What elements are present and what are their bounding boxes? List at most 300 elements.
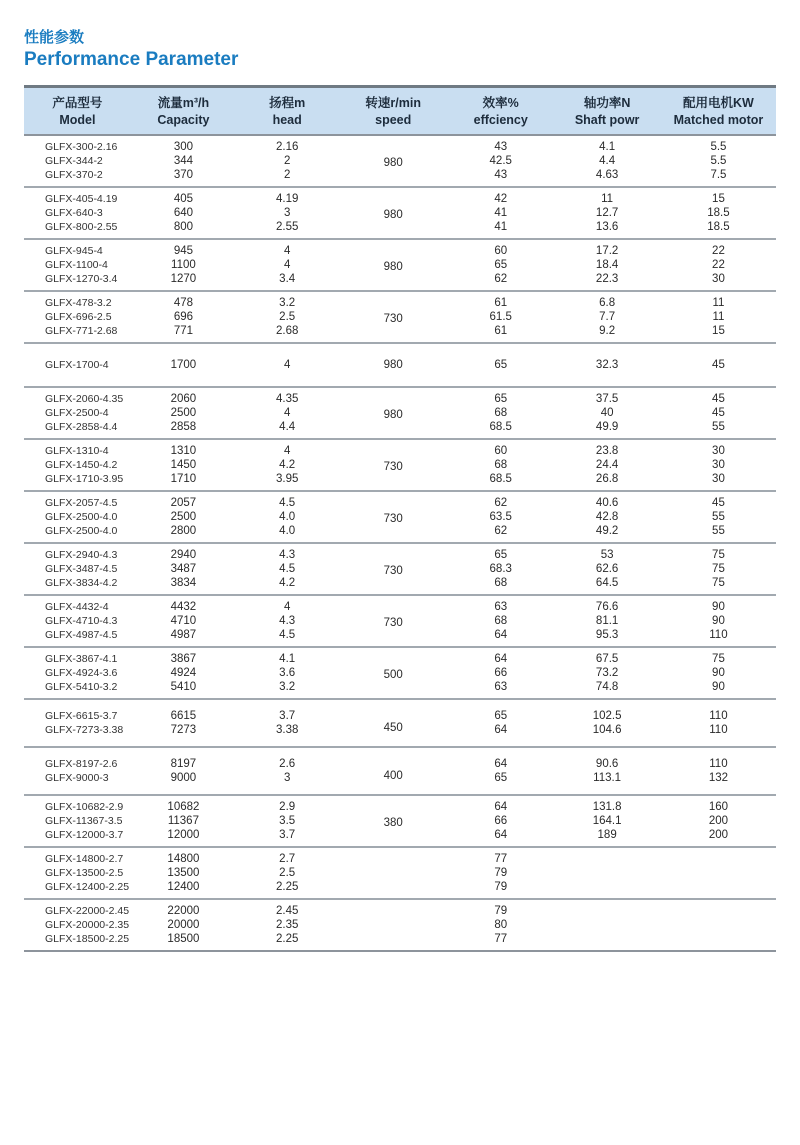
cell-head: 3.7 (279, 829, 296, 842)
cell-model: GLFX-11367-3.5 (45, 815, 123, 828)
cell-model: GLFX-1710-3.95 (45, 473, 124, 486)
cell-head: 3.7 (236, 699, 338, 723)
cell-efficiency: 63 (494, 681, 508, 694)
cell-head: 4 (236, 239, 338, 258)
cell-matched-motor (661, 880, 776, 899)
cell-efficiency: 63.5 (489, 511, 512, 524)
cell-efficiency: 68.3 (489, 563, 512, 576)
cell-matched-motor: 200 (708, 829, 729, 842)
cell-efficiency: 64 (448, 795, 553, 814)
cell-matched-motor: 110 (709, 629, 728, 642)
cell-speed (338, 847, 448, 899)
cell-capacity: 3834 (170, 577, 197, 590)
cell-model: GLFX-2500-4.0 (45, 511, 118, 524)
cell-shaft-power: 76.6 (553, 595, 661, 614)
cell-speed: 500 (338, 647, 448, 699)
cell-shaft-power: 104.6 (592, 724, 622, 737)
cell-capacity: 370 (173, 169, 193, 182)
cell-efficiency: 61 (494, 325, 508, 338)
cell-model: GLFX-4710-4.3 (45, 615, 118, 628)
cell-efficiency: 60 (448, 439, 553, 458)
cell-head: 3.2 (279, 681, 296, 694)
cell-matched-motor: 15 (661, 187, 776, 206)
cell-capacity: 18500 (167, 933, 200, 946)
cell-shaft-power: 131.8 (553, 795, 661, 814)
cell-head: 4.2 (279, 577, 296, 590)
cell-capacity: 12000 (167, 829, 200, 842)
cell-speed: 380 (338, 795, 448, 847)
table-row (24, 647, 776, 666)
cell-matched-motor: 75 (661, 543, 776, 562)
column-header-matched-motor (661, 87, 776, 136)
cell-model: GLFX-4924-3.6 (45, 667, 118, 680)
table-row (24, 795, 776, 814)
column-header-head (236, 87, 338, 136)
cell-matched-motor: 5.5 (710, 155, 727, 168)
column-header-model (24, 87, 131, 136)
cell-shaft-power: 40 (600, 407, 614, 420)
cell-efficiency: 77 (448, 847, 553, 866)
cell-model: GLFX-3487-4.5 (45, 563, 118, 576)
cell-shaft-power: 17.2 (553, 239, 661, 258)
cell-matched-motor: 30 (712, 273, 725, 286)
cell-matched-motor: 5.5 (710, 141, 727, 154)
cell-matched-motor: 11 (712, 311, 725, 324)
cell-efficiency: 64 (448, 747, 553, 771)
table-row (24, 899, 776, 918)
cell-head: 2.45 (236, 899, 338, 918)
cell-model: GLFX-2500-4 (45, 407, 109, 420)
cell-matched-motor: 110 (709, 724, 728, 737)
cell-head: 2.9 (236, 795, 338, 814)
table-row (24, 291, 776, 310)
cell-capacity: 9000 (170, 772, 197, 785)
cell-speed: 980 (338, 187, 448, 239)
cell-model: GLFX-4432-4 (24, 595, 131, 614)
cell-shaft-power: 4.1 (599, 141, 616, 154)
cell-model: GLFX-300-2.16 (45, 141, 118, 154)
cell-efficiency: 41 (494, 221, 508, 234)
cell-efficiency: 65 (494, 772, 508, 785)
cell-shaft-power: 73.2 (595, 667, 619, 680)
cell-matched-motor: 15 (712, 325, 725, 338)
cell-matched-motor: 45 (661, 491, 776, 510)
cell-capacity: 4432 (131, 595, 236, 614)
cell-capacity: 4710 (170, 615, 197, 628)
cell-efficiency: 79 (494, 881, 508, 894)
cell-head: 2 (283, 155, 291, 168)
cell-speed: 980 (338, 387, 448, 439)
cell-capacity: 478 (131, 291, 236, 310)
cell-head: 3.95 (275, 473, 299, 486)
cell-matched-motor (661, 918, 776, 932)
table-row (24, 187, 776, 206)
cell-efficiency: 42.5 (489, 155, 512, 168)
cell-model: GLFX-4987-4.5 (45, 629, 118, 642)
cell-shaft-power: 13.6 (595, 221, 619, 234)
cell-matched-motor: 160 (661, 795, 776, 814)
cell-model: GLFX-771-2.68 (45, 325, 118, 338)
column-header-speed-zh: 转速r/min (365, 96, 421, 110)
cell-matched-motor: 75 (661, 647, 776, 666)
cell-shaft-power: 49.2 (595, 525, 619, 538)
cell-shaft-power: 11 (553, 187, 661, 206)
cell-shaft-power: 4.63 (595, 169, 619, 182)
cell-speed: 730 (338, 439, 448, 491)
column-header-model-en: Model (59, 112, 96, 127)
page-title-english: Performance Parameter (24, 49, 239, 71)
cell-head: 4.19 (236, 187, 338, 206)
column-header-model-zh: 产品型号 (52, 96, 103, 110)
cell-efficiency: 65 (448, 699, 553, 723)
cell-shaft-power: 6.8 (553, 291, 661, 310)
table-row (24, 439, 776, 458)
cell-capacity: 696 (173, 311, 193, 324)
cell-capacity: 771 (173, 325, 193, 338)
cell-model: GLFX-370-2 (45, 169, 103, 182)
cell-capacity: 8197 (131, 747, 236, 771)
cell-matched-motor (661, 899, 776, 918)
cell-efficiency: 79 (448, 899, 553, 918)
cell-model: GLFX-10682-2.9 (24, 795, 131, 814)
cell-speed: 730 (338, 543, 448, 595)
cell-shaft-power: 40.6 (553, 491, 661, 510)
cell-head: 3 (283, 772, 291, 785)
cell-efficiency: 43 (494, 169, 508, 182)
cell-capacity: 945 (131, 239, 236, 258)
cell-head: 4 (283, 407, 291, 420)
cell-head: 4.5 (279, 563, 296, 576)
cell-shaft-power: 4.4 (599, 155, 616, 168)
cell-model: GLFX-1100-4 (45, 259, 108, 272)
column-header-shaft-power-zh: 轴功率N (583, 96, 631, 110)
cell-capacity: 3867 (131, 647, 236, 666)
cell-model: GLFX-1450-4.2 (45, 459, 118, 472)
column-header-efficiency (448, 87, 553, 136)
cell-matched-motor: 30 (712, 473, 725, 486)
cell-matched-motor: 30 (712, 459, 725, 472)
cell-head: 2.7 (236, 847, 338, 866)
column-header-speed (338, 87, 448, 136)
cell-efficiency: 43 (494, 141, 508, 154)
cell-head: 2.35 (275, 919, 299, 932)
cell-matched-motor: 11 (661, 291, 776, 310)
cell-efficiency: 68.5 (489, 473, 512, 486)
performance-parameter-table (24, 85, 776, 952)
table-row (24, 387, 776, 406)
cell-matched-motor: 110 (661, 699, 776, 723)
cell-model: GLFX-2940-4.3 (24, 543, 131, 562)
cell-capacity: 4987 (170, 629, 197, 642)
cell-efficiency: 66 (494, 667, 508, 680)
cell-efficiency: 41 (494, 207, 508, 220)
cell-model: GLFX-1700-4 (24, 343, 131, 387)
column-header-matched-motor-en: Matched motor (673, 112, 764, 127)
cell-shaft-power: 189 (597, 829, 617, 842)
cell-matched-motor: 18.5 (707, 207, 730, 220)
cell-head: 3.5 (279, 815, 296, 828)
cell-efficiency: 62 (448, 491, 553, 510)
cell-efficiency: 64 (494, 629, 508, 642)
column-header-head-en: head (272, 112, 302, 127)
cell-model: GLFX-6615-3.7 (24, 699, 131, 723)
cell-capacity: 2500 (170, 511, 197, 524)
cell-head: 4.2 (279, 459, 296, 472)
column-header-speed-en: speed (375, 112, 412, 127)
cell-shaft-power: 7.7 (599, 311, 616, 324)
cell-matched-motor: 90 (661, 595, 776, 614)
cell-matched-motor: 7.5 (710, 169, 727, 182)
cell-head: 3.2 (236, 291, 338, 310)
cell-matched-motor: 30 (661, 439, 776, 458)
cell-capacity: 5410 (170, 681, 197, 694)
cell-matched-motor: 110 (661, 747, 776, 771)
cell-capacity: 1100 (171, 259, 196, 272)
cell-capacity: 12400 (167, 881, 200, 894)
cell-model: GLFX-3834-4.2 (45, 577, 118, 590)
cell-model: GLFX-800-2.55 (45, 221, 118, 234)
cell-efficiency: 66 (494, 815, 508, 828)
cell-shaft-power: 49.9 (595, 421, 619, 434)
column-header-shaft-power-en: Shaft powr (574, 112, 640, 127)
cell-matched-motor: 90 (712, 667, 725, 680)
cell-shaft-power: 113.1 (593, 772, 622, 785)
cell-shaft-power: 12.7 (595, 207, 619, 220)
cell-capacity: 800 (173, 221, 193, 234)
cell-model: GLFX-13500-2.5 (45, 867, 124, 880)
cell-capacity: 22000 (131, 899, 236, 918)
cell-efficiency: 61 (448, 291, 553, 310)
header-row (24, 87, 776, 136)
table-row (24, 699, 776, 723)
cell-capacity: 10682 (131, 795, 236, 814)
cell-head: 2.68 (275, 325, 299, 338)
cell-model: GLFX-20000-2.35 (45, 919, 130, 932)
cell-speed (338, 899, 448, 951)
cell-head: 4.1 (236, 647, 338, 666)
cell-efficiency: 65 (494, 259, 508, 272)
cell-model: GLFX-2858-4.4 (45, 421, 118, 434)
cell-shaft-power: 22.3 (595, 273, 619, 286)
cell-capacity: 2057 (131, 491, 236, 510)
cell-model: GLFX-945-4 (24, 239, 131, 258)
cell-matched-motor: 22 (661, 239, 776, 258)
cell-head: 2.5 (279, 311, 296, 324)
cell-shaft-power (553, 880, 661, 899)
cell-head: 2 (283, 169, 291, 182)
cell-model: GLFX-696-2.5 (45, 311, 112, 324)
cell-model: GLFX-18500-2.25 (45, 933, 130, 946)
cell-capacity: 14800 (131, 847, 236, 866)
cell-model: GLFX-405-4.19 (24, 187, 131, 206)
cell-head: 4 (283, 259, 291, 272)
cell-efficiency: 61.5 (489, 311, 512, 324)
cell-shaft-power: 18.4 (595, 259, 619, 272)
cell-shaft-power: 64.5 (595, 577, 619, 590)
cell-capacity: 1270 (170, 273, 197, 286)
cell-efficiency: 65 (448, 543, 553, 562)
cell-capacity: 1710 (170, 473, 197, 486)
cell-efficiency: 62 (494, 273, 508, 286)
cell-speed: 400 (338, 747, 448, 795)
cell-capacity: 3487 (170, 563, 197, 576)
cell-speed: 730 (338, 291, 448, 343)
column-header-efficiency-zh: 效率% (482, 96, 519, 110)
cell-shaft-power: 62.6 (595, 563, 619, 576)
cell-shaft-power: 23.8 (553, 439, 661, 458)
page-title-chinese: 性能参数 (24, 29, 85, 46)
cell-model: GLFX-2060-4.35 (24, 387, 131, 406)
cell-efficiency: 68 (494, 615, 508, 628)
cell-capacity: 2060 (131, 387, 236, 406)
cell-head: 4.4 (279, 421, 296, 434)
cell-model: GLFX-12400-2.25 (45, 881, 130, 894)
cell-efficiency: 64 (448, 647, 553, 666)
cell-shaft-power: 102.5 (553, 699, 661, 723)
cell-capacity: 344 (173, 155, 193, 168)
table-row (24, 343, 776, 387)
cell-efficiency: 77 (494, 933, 508, 946)
cell-shaft-power (553, 899, 661, 918)
table-row (24, 595, 776, 614)
table-body (24, 135, 776, 951)
cell-shaft-power: 9.2 (599, 325, 616, 338)
table-row (24, 747, 776, 771)
cell-model: GLFX-344-2 (45, 155, 103, 168)
cell-matched-motor: 132 (708, 772, 729, 785)
column-header-shaft-power (553, 87, 661, 136)
cell-model: GLFX-9000-3 (45, 772, 109, 785)
cell-capacity: 2940 (131, 543, 236, 562)
cell-speed: 980 (338, 343, 448, 387)
cell-capacity: 300 (173, 141, 193, 154)
cell-head: 4.0 (279, 525, 296, 538)
column-header-capacity-en: Capacity (157, 112, 210, 127)
cell-model: GLFX-2057-4.5 (24, 491, 131, 510)
cell-matched-motor: 55 (712, 511, 725, 524)
cell-matched-motor: 200 (708, 815, 729, 828)
cell-efficiency: 62 (494, 525, 508, 538)
cell-shaft-power (553, 847, 661, 866)
cell-capacity: 4924 (170, 667, 197, 680)
column-header-capacity-zh: 流量m³/h (157, 96, 210, 110)
cell-matched-motor (661, 847, 776, 866)
cell-shaft-power (553, 932, 661, 951)
cell-efficiency: 64 (494, 829, 508, 842)
cell-shaft-power: 24.4 (595, 459, 619, 472)
cell-capacity: 13500 (167, 867, 200, 880)
cell-head: 4 (236, 595, 338, 614)
cell-model: GLFX-12000-3.7 (45, 829, 124, 842)
cell-efficiency: 68 (494, 407, 508, 420)
cell-matched-motor: 75 (712, 563, 725, 576)
cell-head: 4.35 (236, 387, 338, 406)
cell-capacity: 6615 (131, 699, 236, 723)
cell-shaft-power: 164.1 (592, 815, 622, 828)
cell-head: 2.6 (236, 747, 338, 771)
cell-speed: 980 (383, 157, 403, 170)
cell-matched-motor: 55 (712, 421, 725, 434)
cell-capacity: 2800 (170, 525, 197, 538)
cell-capacity: 7273 (170, 724, 197, 737)
cell-shaft-power: 26.8 (595, 473, 619, 486)
cell-capacity: 1450 (170, 459, 197, 472)
cell-efficiency: 63 (448, 595, 553, 614)
cell-shaft-power: 42.8 (595, 511, 619, 524)
table-row (24, 239, 776, 258)
cell-model: GLFX-22000-2.45 (24, 899, 131, 918)
table-row (24, 491, 776, 510)
cell-head: 2.25 (275, 933, 299, 946)
column-header-capacity (131, 87, 236, 136)
column-header-matched-motor-zh: 配用电机KW (683, 96, 754, 110)
table-row (24, 847, 776, 866)
cell-head: 4.3 (236, 543, 338, 562)
cell-matched-motor: 22 (712, 259, 725, 272)
cell-shaft-power: 90.6 (553, 747, 661, 771)
cell-head: 3.4 (279, 273, 296, 286)
cell-head: 4.5 (279, 629, 296, 642)
cell-capacity: 11367 (167, 815, 199, 828)
cell-speed: 450 (338, 699, 448, 747)
cell-efficiency: 65 (448, 387, 553, 406)
cell-speed: 730 (338, 595, 448, 647)
cell-matched-motor: 90 (712, 615, 725, 628)
cell-efficiency: 42 (448, 187, 553, 206)
cell-shaft-power (553, 866, 661, 880)
cell-model: GLFX-640-3 (45, 207, 103, 220)
cell-capacity: 2858 (170, 421, 197, 434)
cell-efficiency: 68 (494, 577, 508, 590)
cell-efficiency: 68.5 (489, 421, 512, 434)
cell-shaft-power: 37.5 (553, 387, 661, 406)
cell-head: 2.55 (275, 221, 299, 234)
cell-matched-motor: 18.5 (707, 221, 730, 234)
cell-model: GLFX-3867-4.1 (24, 647, 131, 666)
cell-matched-motor: 45 (661, 387, 776, 406)
cell-model: GLFX-478-3.2 (24, 291, 131, 310)
cell-head: 2.16 (275, 141, 299, 154)
cell-head: 2.5 (279, 867, 296, 880)
cell-model: GLFX-1270-3.4 (45, 273, 118, 286)
cell-model: GLFX-1310-4 (24, 439, 131, 458)
cell-capacity: 2500 (170, 407, 197, 420)
cell-capacity: 405 (131, 187, 236, 206)
column-header-efficiency-en: effciency (473, 112, 528, 127)
cell-head: 2.25 (275, 881, 299, 894)
cell-model: GLFX-5410-3.2 (45, 681, 118, 694)
cell-shaft-power: 95.3 (595, 629, 619, 642)
cell-head: 3.6 (279, 667, 296, 680)
cell-capacity: 1310 (131, 439, 236, 458)
cell-matched-motor: 45 (661, 343, 776, 387)
cell-matched-motor: 45 (712, 407, 725, 420)
cell-capacity: 640 (173, 207, 193, 220)
table-header (24, 87, 776, 136)
cell-head: 3.38 (275, 724, 299, 737)
cell-speed: 980 (338, 239, 448, 291)
cell-shaft-power: 81.1 (595, 615, 619, 628)
cell-head: 4.3 (279, 615, 296, 628)
cell-efficiency: 80 (494, 919, 508, 932)
column-header-head-zh: 扬程m (269, 96, 306, 110)
cell-efficiency: 60 (448, 239, 553, 258)
cell-matched-motor: 90 (712, 681, 725, 694)
cell-model: GLFX-7273-3.38 (45, 724, 124, 737)
cell-matched-motor: 55 (712, 525, 725, 538)
cell-capacity: 1700 (131, 343, 236, 387)
cell-shaft-power: 67.5 (553, 647, 661, 666)
